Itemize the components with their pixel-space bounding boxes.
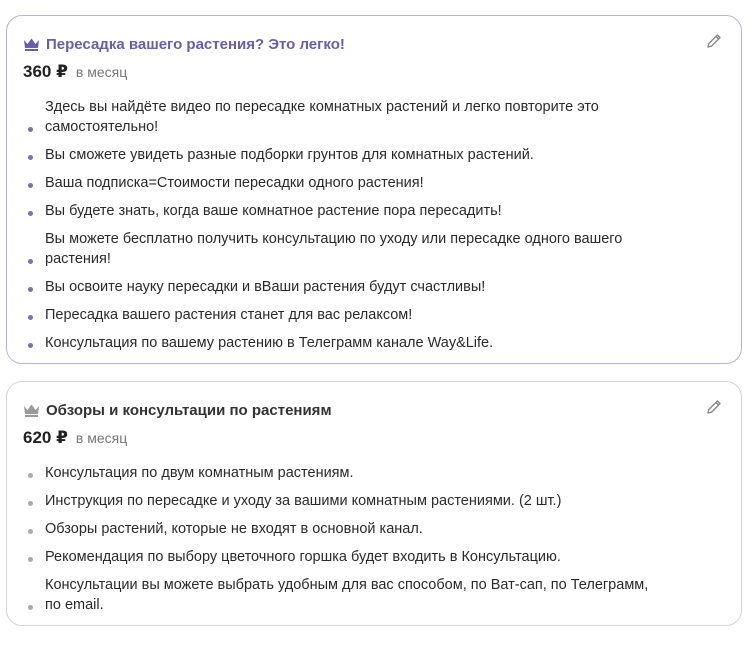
feature-list [23, 463, 725, 615]
price-row [23, 62, 725, 84]
card-title-row [23, 399, 725, 421]
list-item: Консультация по вашему растению в Телеграмм канале Way&Life. [23, 333, 725, 353]
list-item: Пересадка вашего растения станет для вас релаксом! [23, 305, 725, 325]
bullet-icon [28, 155, 33, 160]
bullet-icon [28, 315, 33, 320]
bullet-icon [28, 557, 33, 562]
price-row [23, 428, 725, 450]
bullet-icon [28, 343, 33, 348]
crown-icon [23, 403, 40, 417]
list-item: Ваша подписка=Стоимости пересадки одного растения! [23, 173, 725, 193]
card-title-row [23, 33, 725, 55]
plan-price: 360 ₽ [23, 62, 68, 81]
bullet-icon [28, 211, 33, 216]
list-item: Рекомендация по выбору цветочного горшка будет входить в Консультацию. [23, 547, 725, 567]
bullet-icon [28, 127, 33, 132]
list-item: Вы освоите науку пересадки и вВаши растения будут счастливы! [23, 277, 725, 297]
bullet-icon [28, 259, 33, 264]
plan-period: в месяц [75, 64, 128, 80]
bullet-icon [28, 183, 33, 188]
list-item: Здесь вы найдёте видео по пересадке комнатных растений и легко повторите это самостоятельно! [23, 97, 725, 137]
plan-title: Обзоры и консультации по растениям [46, 401, 332, 419]
subscription-card-transplant [6, 15, 742, 364]
feature-list [23, 97, 725, 353]
bullet-icon [28, 501, 33, 506]
pencil-icon [705, 398, 723, 421]
edit-button[interactable] [704, 399, 724, 419]
edit-button[interactable] [704, 33, 724, 53]
list-item: Вы будете знать, когда ваше комнатное растение пора пересадить! [23, 201, 725, 221]
list-item: Консультации вы можете выбрать удобным для вас способом, по Ват-сап, по Телеграмм, по email. [23, 575, 725, 615]
list-item: Вы можете бесплатно получить консультацию по уходу или пересадке одного вашего растения! [23, 229, 725, 269]
list-item: Обзоры растений, которые не входят в основной канал. [23, 519, 725, 539]
bullet-icon [28, 529, 33, 534]
bullet-icon [28, 605, 33, 610]
plan-price: 620 ₽ [23, 428, 68, 447]
plan-period: в месяц [75, 430, 128, 446]
plan-title: Пересадка вашего растения? Это легко! [46, 35, 345, 53]
list-item: Вы сможете увидеть разные подборки грунтов для комнатных растений. [23, 145, 725, 165]
subscription-card-reviews [6, 381, 742, 626]
bullet-icon [28, 287, 33, 292]
bullet-icon [28, 473, 33, 478]
list-item: Консультация по двум комнатным растениям. [23, 463, 725, 483]
list-item: Инструкция по пересадке и уходу за вашими комнатным растениями. (2 шт.) [23, 491, 725, 511]
crown-icon [23, 37, 40, 51]
pencil-icon [705, 32, 723, 55]
